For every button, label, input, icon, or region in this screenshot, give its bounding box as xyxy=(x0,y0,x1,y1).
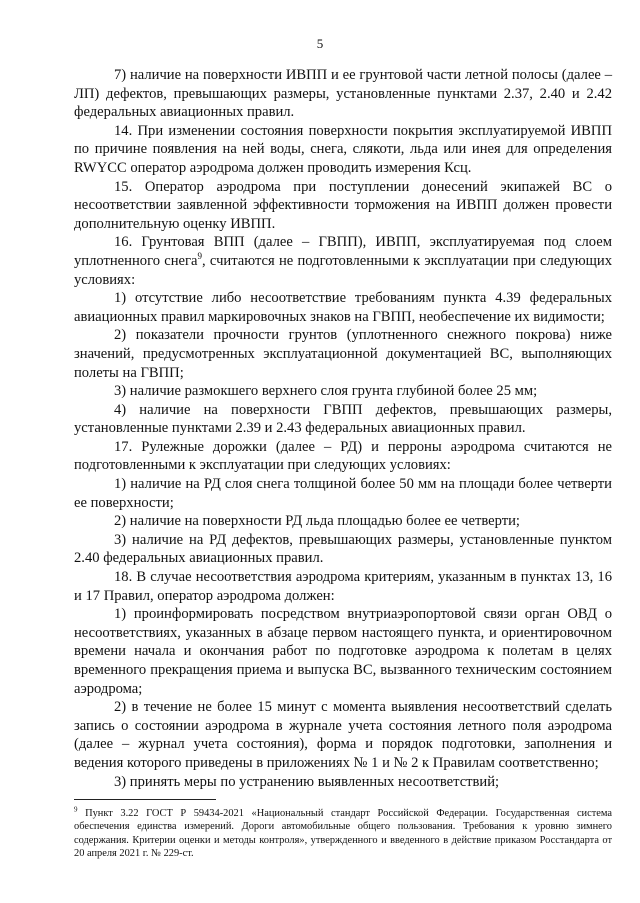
paragraph-14: 14. При изменении состояния поверхности покрытия эксплуатируемой ИВПП по причине появления на ней воды, снега, слякоти, льда или инея для определения RWYCC оператор аэродрома должен проводить измерения Ксц. xyxy=(74,122,612,176)
paragraph-18-3: 3) принять меры по устранению выявленных несоответствий; xyxy=(114,773,500,790)
paragraph-13-7: 7) наличие на поверхности ИВПП и ее грунтовой части летной полосы (далее – ЛП) дефектов, превышающих размеры, установленные пунктами 2.37, 2.40 и 2.42 федеральных авиационных правил. xyxy=(74,67,612,121)
footnote-text: Пункт 3.22 ГОСТ Р 59434-2021 «Национальный стандарт Российской Федерации. Государственная система обеспечения единства измерений. Дороги автомобильные общего пользования. Требования к уровню зимнего содержания. Критерии оценки и методы контроля», утвержденного и введенного в действие приказом Росстандарта от 20 апреля 2021 г. № 229-ст. xyxy=(74,808,612,860)
paragraph-16-2: 2) показатели прочности грунтов (уплотненного снежного покрова) ниже значений, предусмотренных эксплуатационной документацией ВС, выполняющих полеты на ГВПП; xyxy=(74,327,612,381)
paragraph-17-3: 3) наличие на РД дефектов, превышающих размеры, установленные пунктом 2.40 федеральных авиационных правил. xyxy=(74,531,612,567)
paragraph-16-3: 3) наличие размокшего верхнего слоя грунта глубиной более 25 мм; xyxy=(114,383,538,400)
footnote-mark: 9 xyxy=(74,805,78,814)
page-number: 5 xyxy=(316,36,324,51)
paragraph-18: 18. В случае несоответствия аэродрома критериям, указанным в пунктах 13, 16 и 17 Правил, оператор аэродрома должен: xyxy=(74,569,612,604)
paragraph-17: 17. Рулежные дорожки (далее – РД) и перроны аэродрома считаются не подготовленными к эксплуатации при следующих условиях: xyxy=(74,438,612,474)
paragraph-18-1: 1) проинформировать посредством внутриаэропортовой связи орган ОВД о несоответствиях, указанных в абзаце первом настоящего пункта, и ориентировочном времени начала и окончания работ по подготовке аэродрома к полетам в целях временного прекращения приема и выпуска ВС, вызванного техническим состоянием аэродрома; xyxy=(74,606,612,697)
paragraph-16-text: 16. Грунтовая ВПП (далее – ГВПП), ИВПП, эксплуатируемая под слоем уплотненного снега xyxy=(74,234,612,269)
document-body xyxy=(74,66,612,791)
paragraph-17-2: 2) наличие на поверхности РД льда площадью более ее четверти; xyxy=(114,513,520,530)
paragraph-16 xyxy=(74,233,612,289)
paragraph-16-tail: , считаются не подготовленными к эксплуатации при следующих условиях: xyxy=(74,252,613,288)
paragraph-17-1: 1) наличие на РД слоя снега толщиной более 50 мм на площади более четверти ее поверхности; xyxy=(74,476,612,511)
paragraph-16-4: 4) наличие на поверхности ГВПП дефектов, превышающих размеры, установленные пунктами 2.39 и 2.43 федеральных авиационных правил. xyxy=(74,401,612,437)
footnote-ref-9: 9 xyxy=(197,251,202,262)
paragraph-15: 15. Оператор аэродрома при поступлении донесений экипажей ВС о несоответствии заявленной эффективности торможения на ИВПП должен провести дополнительную оценку ИВПП. xyxy=(74,178,612,232)
footnote-separator xyxy=(74,799,216,800)
footnote-9 xyxy=(74,807,612,861)
paragraph-18-2: 2) в течение не более 15 минут с момента выявления несоответствий сделать запись о состоянии аэродрома в журнале учета состояния летного поля аэродрома (далее – журнал учета состояния), форма и порядок подготовки, заполнения и ведения которого приведены в приложениях № 1 и № 2 к Правилам соответственно; xyxy=(74,699,612,771)
paragraph-16-1: 1) отсутствие либо несоответствие требованиям пункта 4.39 федеральных авиационных правил маркировочных знаков на ГВПП, необеспечение их видимости; xyxy=(74,290,612,325)
